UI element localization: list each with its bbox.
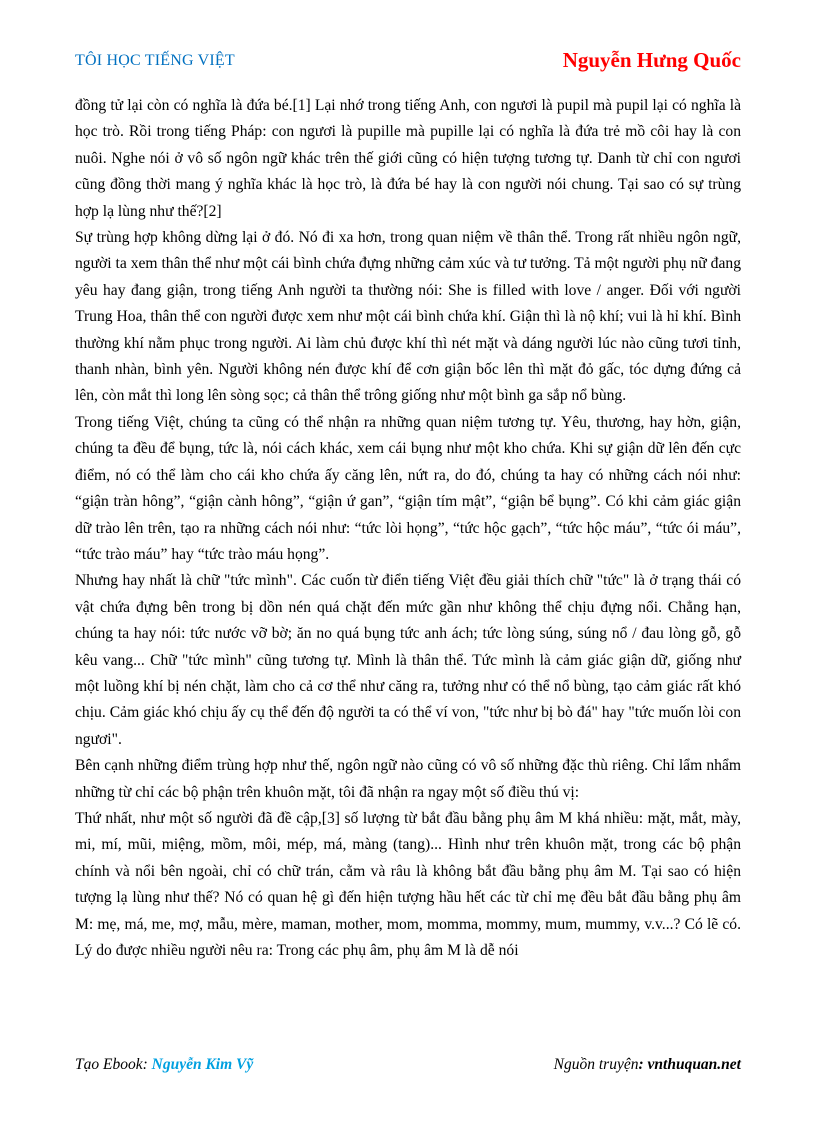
- paragraph-3: Trong tiếng Việt, chúng ta cũng có thể nhận ra những quan niệm tương tự. Yêu, thương, hay hờn, giận, chúng ta đều để bụng, tức là, nói cách khác, xem cái bụng như một kho chứa. Khi sự giận dữ lên đến cực điểm, nó có thể làm cho cái kho chứa ấy căng lên, nứt ra, do đó, chúng ta hay có những cách nói như: “giận tràn hông”, “giận cành hông”, “giận ứ gan”, “giận tím mật”, “giận bể bụng”. Có khi cảm giác giận dữ trào lên trên, tạo ra những cách nói như: “tức lòi họng”, “tức hộc gạch”, “tức hộc máu”, “tức ói máu”, “tức trào máu” hay “tức trào máu họng”.: [75, 413, 741, 563]
- paragraph-4: Nhưng hay nhất là chữ "tức mình". Các cuốn từ điển tiếng Việt đều giải thích chữ "tức" là ở trạng thái có vật chứa đựng bên trong bị dồn nén quá chặt đến mức gần như không thể chịu đựng nổi. Chẳng hạn, chúng ta hay nói: tức nước vỡ bờ; ăn no quá bụng tức anh ách; tức lòng súng, súng nổ / đau lòng gỗ, gỗ kêu vang... Chữ "tức mình" cũng tương tự. Mình là thân thể. Tức mình là cảm giác giận dữ, giống như một luồng khí bị nén chặt, làm cho cả cơ thể như căng ra, tưởng như có thể nổ bùng, tạo cảm giác rất khó chịu. Cảm giác khó chịu ấy cụ thể đến độ người ta có thể ví von, "tức như bị bò đá" hay "tức muốn lòi con ngươi".: [75, 572, 741, 748]
- source-credit-label: Nguồn truyện: [553, 1056, 639, 1073]
- ebook-credit: [75, 1056, 253, 1074]
- page-footer: [75, 1056, 741, 1078]
- author-name: Nguyễn Hưng Quốc: [562, 48, 741, 72]
- ebook-creator-name: Nguyễn Kim Vỹ: [151, 1056, 254, 1073]
- book-title: TÔI HỌC TIẾNG VIỆT: [75, 52, 235, 69]
- page-header: [75, 48, 741, 78]
- source-site-name: vnthuquan.net: [647, 1056, 741, 1073]
- ebook-credit-separator: :: [142, 1056, 152, 1073]
- paragraph-2: Sự trùng hợp không dừng lại ở đó. Nó đi xa hơn, trong quan niệm về thân thể. Trong rất nhiều ngôn ngữ, người ta xem thân thể như một cái bình chứa đựng những cảm xúc và tư tưởng. Tả một người phụ nữ đang yêu hay đang giận, trong tiếng Anh người ta thường nói: She is filled with love / anger. Đối với người Trung Hoa, thân thể con người được xem như một cái bình chứa khí. Giận thì là nộ khí; vui là hỉ khí. Bình thường khí nằm phục trong người. Ai làm chủ được khí thì nét mặt và dáng người lúc nào cũng tươi tỉnh, thanh nhàn, bình yên. Người không nén được khí để cơn giận bốc lên thì mặt đỏ gấc, tóc dựng đứng cả lên, còn mắt thì long lên sòng sọc; cả thân thể trông giống như một bình ga sắp nổ bùng.: [75, 229, 741, 405]
- paragraph-5: Bên cạnh những điểm trùng hợp như thế, ngôn ngữ nào cũng có vô số những đặc thù riêng. Chỉ lẩm nhẩm những từ chỉ các bộ phận trên khuôn mặt, tôi đã nhận ra ngay một số điều thú vị:: [75, 757, 741, 801]
- source-credit-separator: :: [638, 1056, 648, 1073]
- paragraph-1: đồng tử lại còn có nghĩa là đứa bé.[1] Lại nhớ trong tiếng Anh, con ngươi là pupil mà pupil lại có nghĩa là học trò. Rồi trong tiếng Pháp: con ngươi là pupille mà pupille lại có nghĩa là đứa trẻ mồ côi hay là con nuôi. Nghe nói ở vô số ngôn ngữ khác trên thế giới cũng có hiện tượng tương tự. Danh từ chỉ con ngươi cũng đồng thời mang ý nghĩa khác là học trò, là đứa bé hay là con người nói chung. Tại sao có sự trùng hợp lạ lùng như thế?[2]: [75, 97, 741, 220]
- paragraph-6: Thứ nhất, như một số người đã đề cập,[3] số lượng từ bắt đầu bằng phụ âm M khá nhiều: mặt, mắt, mày, mi, mí, mũi, miệng, mồm, môi, mép, má, màng (tang)... Hình như trên khuôn mặt, trong các bộ phận chính và nổi bên ngoài, chỉ có chữ trán, cằm và râu là không bắt đầu bằng phụ âm M. Tại sao có hiện tượng lạ lùng như thế? Nó có quan hệ gì đến hiện tượng hầu hết các từ chỉ mẹ đều bắt đầu bằng phụ âm M: mẹ, má, me, mợ, mẫu, mère, maman, mother, mom, momma, mommy, mum, mummy, v.v...? Có lẽ có. Lý do được nhiều người nêu ra: Trong các phụ âm, phụ âm M là dễ nói: [75, 809, 741, 959]
- source-credit: [554, 1056, 741, 1074]
- page-body: [75, 93, 741, 964]
- ebook-credit-label: Tạo Ebook: [75, 1056, 143, 1073]
